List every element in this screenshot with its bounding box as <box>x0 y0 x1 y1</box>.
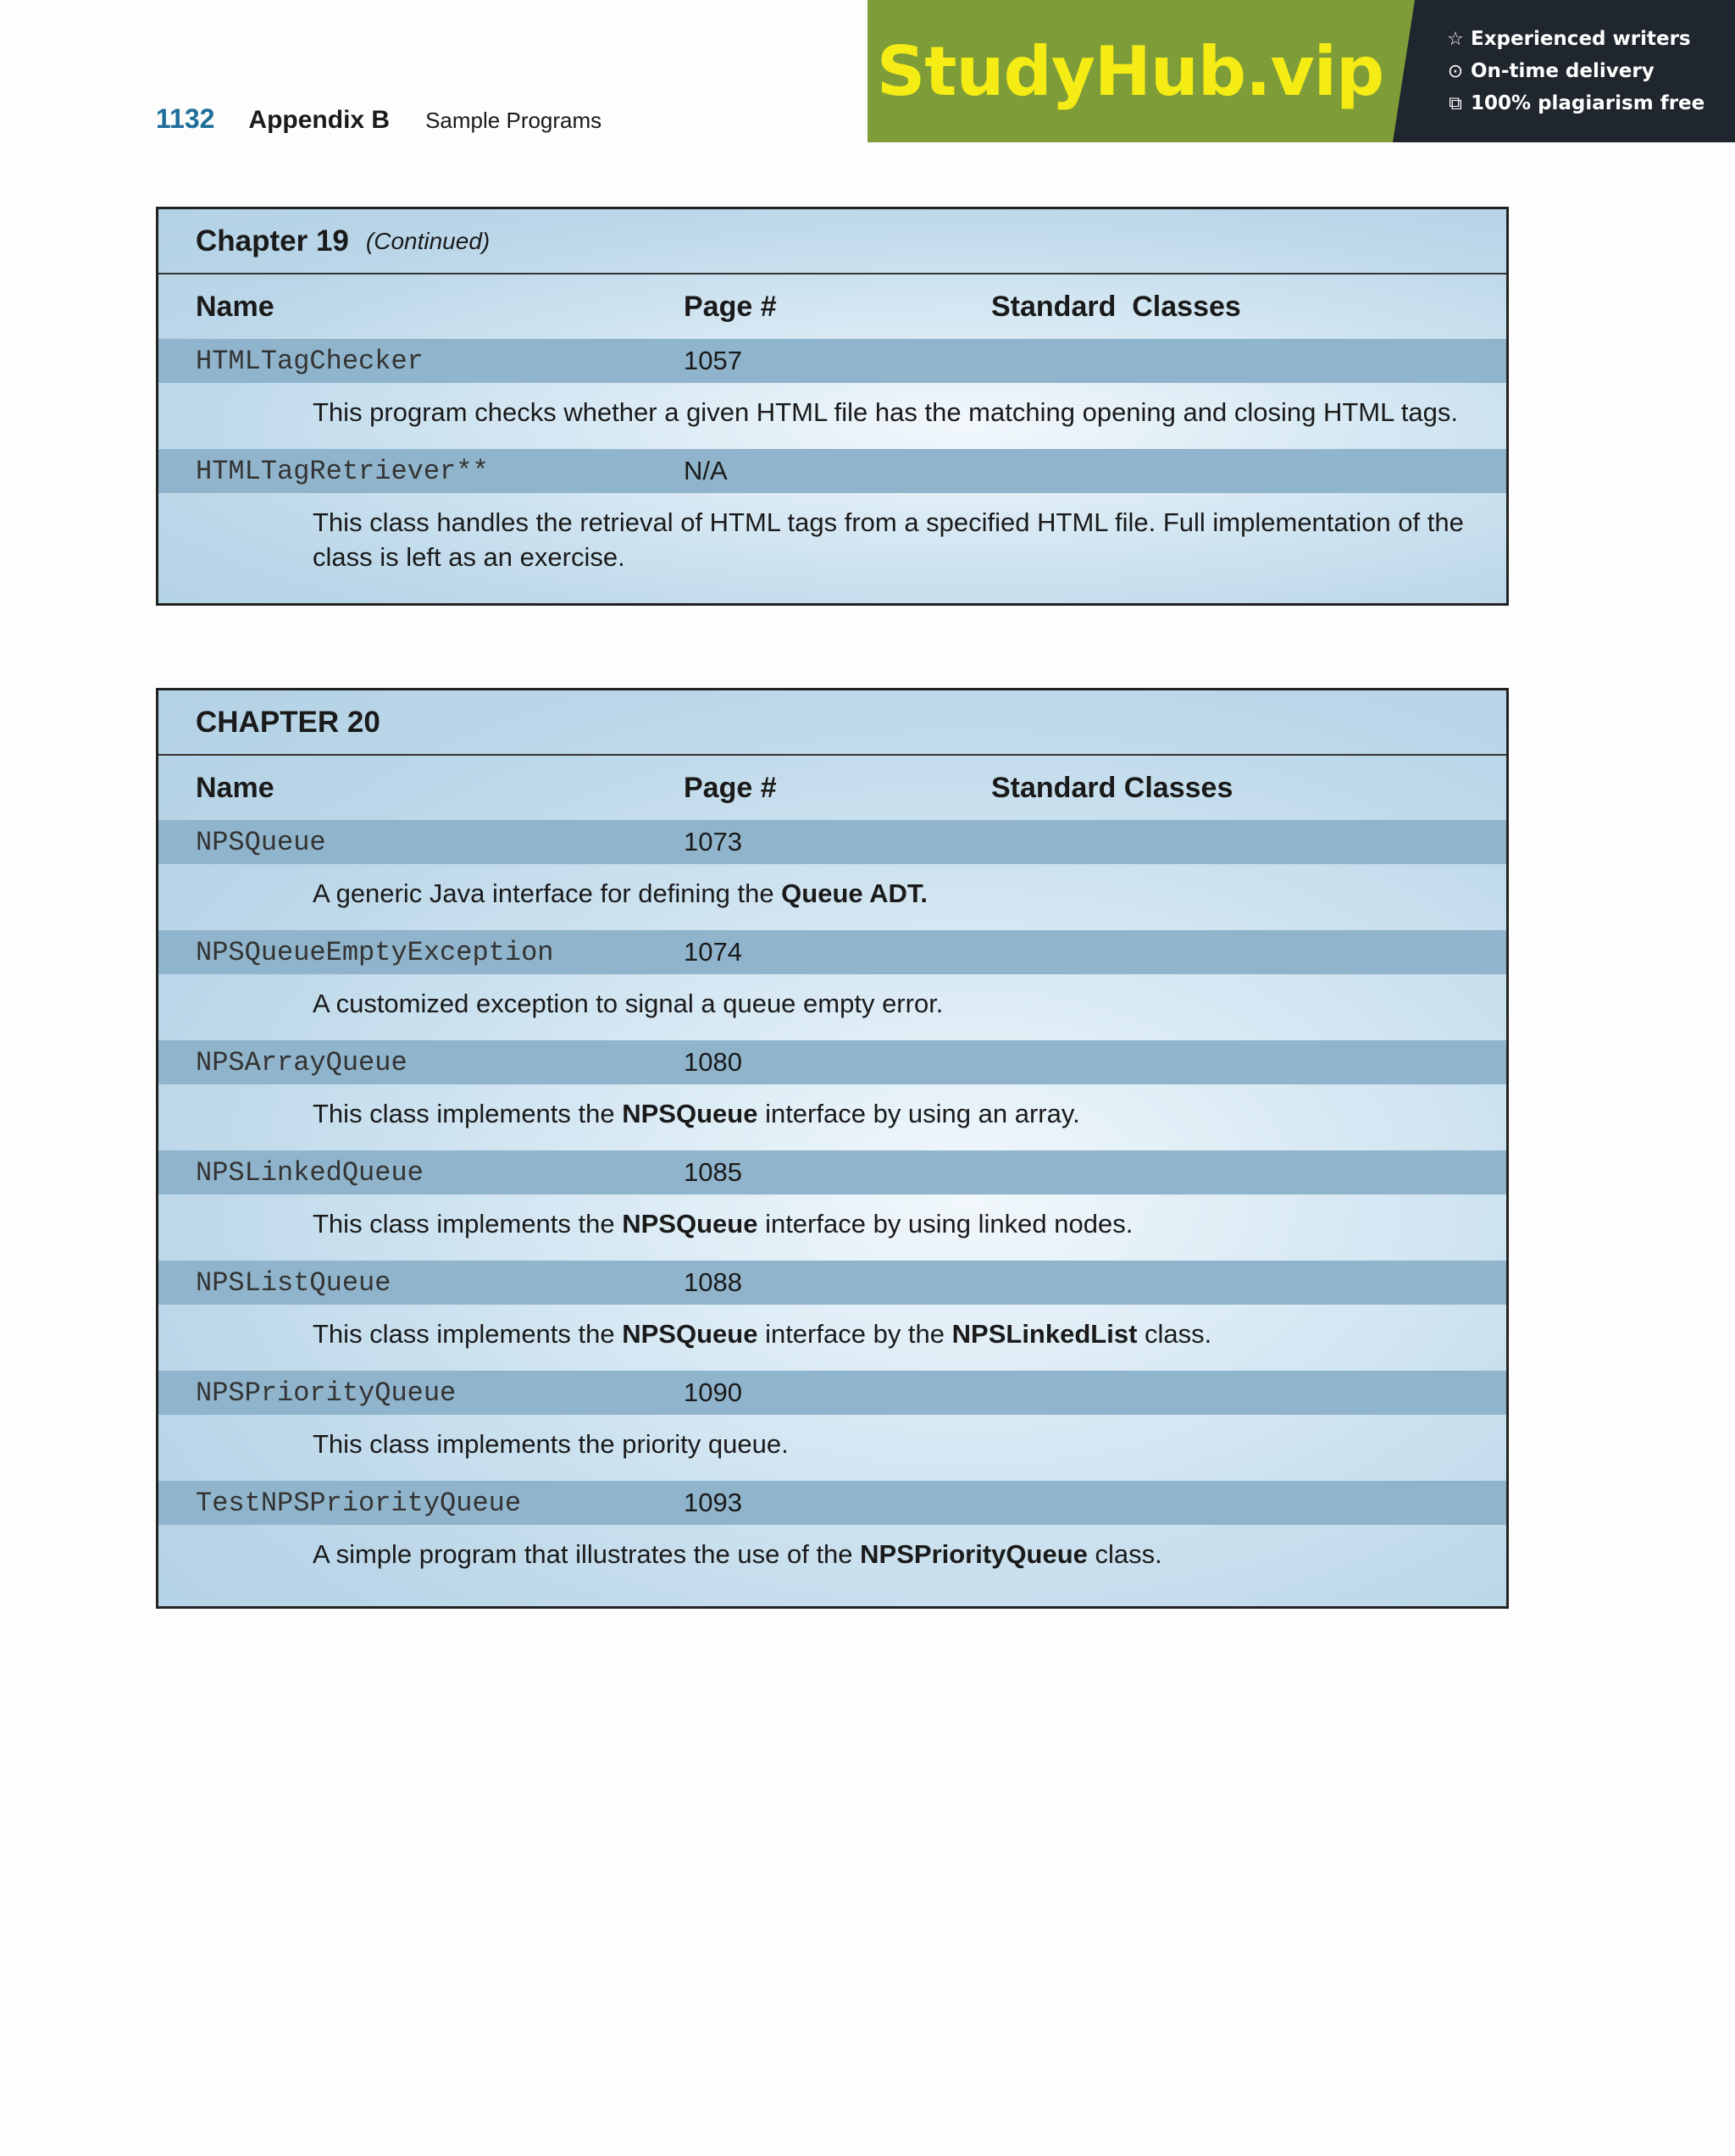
entry-description <box>158 493 1506 587</box>
entry-row <box>158 449 1506 493</box>
chapter-title <box>158 690 1506 756</box>
feature-label: 100% plagiarism free <box>1471 92 1705 114</box>
entry-description <box>158 1084 1506 1150</box>
entry-row <box>158 339 1506 383</box>
clock-icon: ⊙ <box>1447 60 1464 82</box>
description-text: A customized exception to signal a queue empty error. <box>313 989 944 1018</box>
description-text: interface by using an array. <box>757 1099 1080 1128</box>
page-number-cell: 1085 <box>684 1157 742 1187</box>
page-number-cell: 1074 <box>684 937 742 967</box>
entry-row <box>158 930 1506 974</box>
continued-label: (Continued) <box>365 227 491 254</box>
chapter-name: Chapter 19 <box>196 224 349 258</box>
column-headers <box>158 274 1506 339</box>
entry-list <box>158 820 1506 1591</box>
brand-logo: StudyHub.vip <box>876 31 1384 111</box>
program-name: NPSListQueue <box>196 1266 391 1299</box>
description-emphasis: NPSQueue <box>622 1099 758 1128</box>
feature-item <box>1445 60 1735 82</box>
program-name: NPSQueueEmptyException <box>196 936 554 968</box>
feature-label: Experienced writers <box>1471 28 1691 50</box>
section-title: Sample Programs <box>425 108 602 133</box>
description-emphasis: NPSQueue <box>622 1209 758 1239</box>
column-header-name: Name <box>196 771 274 804</box>
description-text: This class implements the <box>313 1209 623 1239</box>
description-text: A generic Java interface for defining the <box>313 878 782 908</box>
program-name: NPSQueue <box>196 826 326 858</box>
entry-description <box>158 864 1506 930</box>
page-number-cell: N/A <box>684 456 728 485</box>
column-header-name: Name <box>196 290 274 323</box>
feature-label: On-time delivery <box>1471 60 1655 82</box>
feature-item <box>1445 28 1735 50</box>
program-name: TestNPSPriorityQueue <box>196 1487 522 1519</box>
entry-list <box>158 339 1506 587</box>
program-name: NPSPriorityQueue <box>196 1377 457 1409</box>
description-emphasis: NPSLinkedList <box>951 1319 1138 1349</box>
entry-row <box>158 1481 1506 1525</box>
column-header-standard-classes: Standard Classes <box>991 290 1241 323</box>
entry-description <box>158 1194 1506 1261</box>
column-header-page: Page # <box>684 771 777 804</box>
page-number: 1132 <box>156 103 215 134</box>
description-text: This class implements the <box>313 1099 623 1128</box>
appendix-label: Appendix B <box>248 106 391 134</box>
description-text: This class implements the <box>313 1319 623 1349</box>
entry-row <box>158 1371 1506 1415</box>
entry-description <box>158 1525 1506 1591</box>
program-name: HTMLTagChecker <box>196 345 424 377</box>
running-head <box>156 103 601 135</box>
description-text: interface by using linked nodes. <box>757 1209 1134 1239</box>
feature-list <box>1393 0 1735 142</box>
copy-icon: ⧉ <box>1449 92 1462 114</box>
entry-row <box>158 1261 1506 1305</box>
description-text: This class handles the retrieval of HTML tags from a specified HTML file. Full implementation of the class is left as an exercise. <box>313 507 1464 572</box>
page-number-cell: 1057 <box>684 346 742 375</box>
brand-panel <box>868 0 1393 142</box>
description-text: interface by the <box>757 1319 952 1349</box>
column-header-standard-classes: Standard Classes <box>991 771 1233 804</box>
entry-row <box>158 1040 1506 1084</box>
chapter-title <box>158 209 1506 274</box>
page-number-cell: 1080 <box>684 1047 742 1077</box>
description-text: This program checks whether a given HTML file has the matching opening and closing HTML tags. <box>313 397 1459 427</box>
program-name: HTMLTagRetriever** <box>196 455 489 487</box>
description-text: class. <box>1137 1319 1212 1349</box>
description-emphasis: NPSQueue <box>622 1319 758 1349</box>
description-emphasis: NPSPriorityQueue <box>860 1539 1088 1569</box>
entry-description <box>158 1305 1506 1371</box>
chapter-19-table <box>156 207 1509 606</box>
page-number-cell: 1090 <box>684 1377 742 1407</box>
entry-description <box>158 974 1506 1040</box>
page-number-cell: 1088 <box>684 1267 742 1297</box>
feature-item <box>1445 92 1735 114</box>
column-headers <box>158 756 1506 820</box>
description-text: class. <box>1087 1539 1162 1569</box>
description-emphasis: Queue ADT. <box>781 878 928 908</box>
description-text: This class implements the priority queue. <box>313 1429 789 1459</box>
star-icon: ☆ <box>1447 28 1464 50</box>
entry-description <box>158 1415 1506 1481</box>
description-text: A simple program that illustrates the use of the <box>313 1539 861 1569</box>
chapter-20-table <box>156 688 1509 1609</box>
entry-row <box>158 820 1506 864</box>
entry-row <box>158 1150 1506 1194</box>
entry-description <box>158 383 1506 449</box>
page-number-cell: 1073 <box>684 827 742 856</box>
studyhub-banner[interactable] <box>868 0 1735 142</box>
page-number-cell: 1093 <box>684 1488 742 1517</box>
program-name: NPSLinkedQueue <box>196 1156 424 1189</box>
chapter-name: CHAPTER 20 <box>196 705 380 739</box>
program-name: NPSArrayQueue <box>196 1046 407 1078</box>
column-header-page: Page # <box>684 290 777 323</box>
